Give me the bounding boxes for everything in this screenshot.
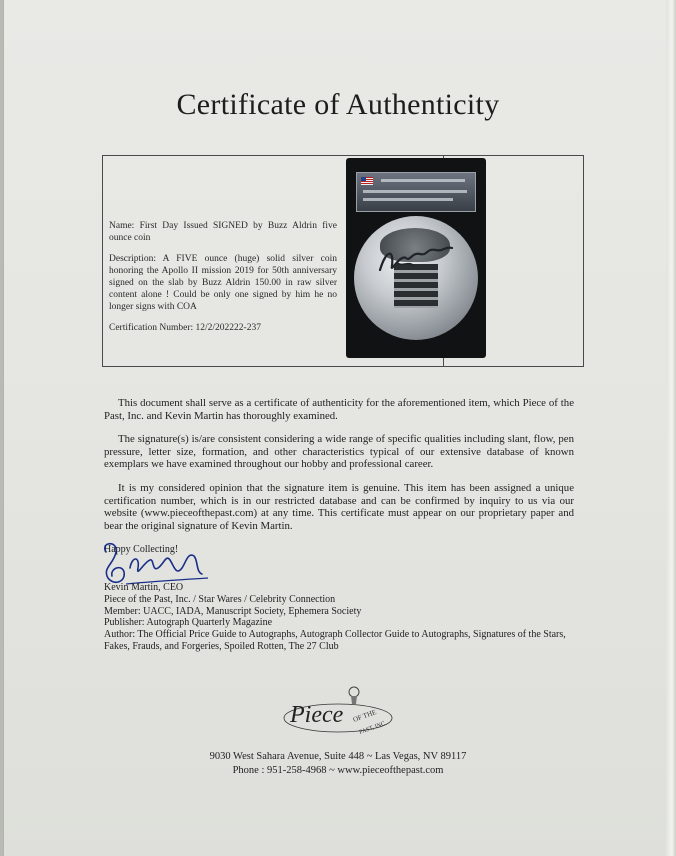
paragraph-text: This document shall serve as a certificate of authenticity for the aforementioned item, which Piece of the Past, Inc. and Kevin Martin has thoroughly examined.	[104, 397, 574, 422]
certification-number: Certification Number: 12/2/202222-237	[109, 323, 261, 333]
page-edge	[666, 0, 676, 856]
closing-line: Happy Collecting!	[104, 544, 179, 555]
flag-icon	[361, 177, 373, 185]
credit-line: Author: The Official Price Guide to Autographs, Autograph Collector Guide to Autographs, Signatures of the Stars, Fakes, Frauds, and Forgeries, Spoiled Rotten, The 27 Club	[104, 629, 566, 652]
credit-line: Publisher: Autograph Quarterly Magazine	[104, 617, 273, 629]
item-name: Name: First Day Issued SIGNED by Buzz Aldrin five ounce coin	[109, 221, 337, 243]
paragraph-text: The signature(s) is/are consistent considering a wide range of specific qualities including slant, flow, pen pressure, letter size, formation, and other characteristics typical of our extensive database of known exemplars we have examined throughout our hobby and professional career.	[104, 433, 574, 470]
logo-past-inc: PAST, INC.	[358, 720, 388, 736]
credit-line: Kevin Martin, CEO	[104, 582, 184, 593]
paragraph-text: It is my considered opinion that the signature item is genuine. This item has been assigned a unique certification number, which is in our restricted database and can be confirmed by inquiry to us via our website (www.pieceofthepast.com) at any time. This certificate must appear on our proprietary paper and bear the original signature of Kevin Martin.	[104, 482, 574, 532]
slab-autograph	[376, 240, 456, 280]
item-details-box	[102, 155, 584, 367]
credit-line: Piece of the Past, Inc. / Star Wares / Celebrity Connection	[104, 593, 336, 605]
authenticity-paragraph	[104, 397, 574, 422]
piece-of-the-past-logo	[268, 682, 408, 740]
opinion-paragraph	[104, 482, 574, 532]
contact-footer	[0, 750, 676, 778]
issuer-credits	[104, 582, 576, 653]
signature-analysis-paragraph	[104, 433, 574, 471]
credit-line: Member: UACC, IADA, Manuscript Society, Ephemera Society	[104, 605, 362, 617]
slab-label-line	[381, 179, 465, 182]
phone-website: Phone : 951-258-4968 ~ www.pieceofthepast.com	[232, 765, 444, 776]
logo-wordmark: Piece	[290, 702, 344, 728]
slab-label	[356, 172, 476, 212]
silver-coin	[354, 216, 478, 340]
logo-of-the: OF THE	[351, 708, 378, 724]
slab-label-line	[363, 190, 467, 193]
street-address: 9030 West Sahara Avenue, Suite 448 ~ Las Vegas, NV 89117	[209, 751, 467, 762]
coin-slab-photo	[346, 158, 486, 358]
certificate-title: Certificate of Authenticity	[176, 88, 500, 121]
item-description: Description: A FIVE ounce (huge) solid silver coin honoring the Apollo II mission 2019 for 50th anniversary signed on the slab by Buzz Aldrin 150.00 in raw silver content alone ! Could be only one signed by him he no longer signs with COA	[109, 254, 337, 312]
slab-label-line	[363, 198, 453, 201]
item-details-text	[109, 220, 337, 343]
